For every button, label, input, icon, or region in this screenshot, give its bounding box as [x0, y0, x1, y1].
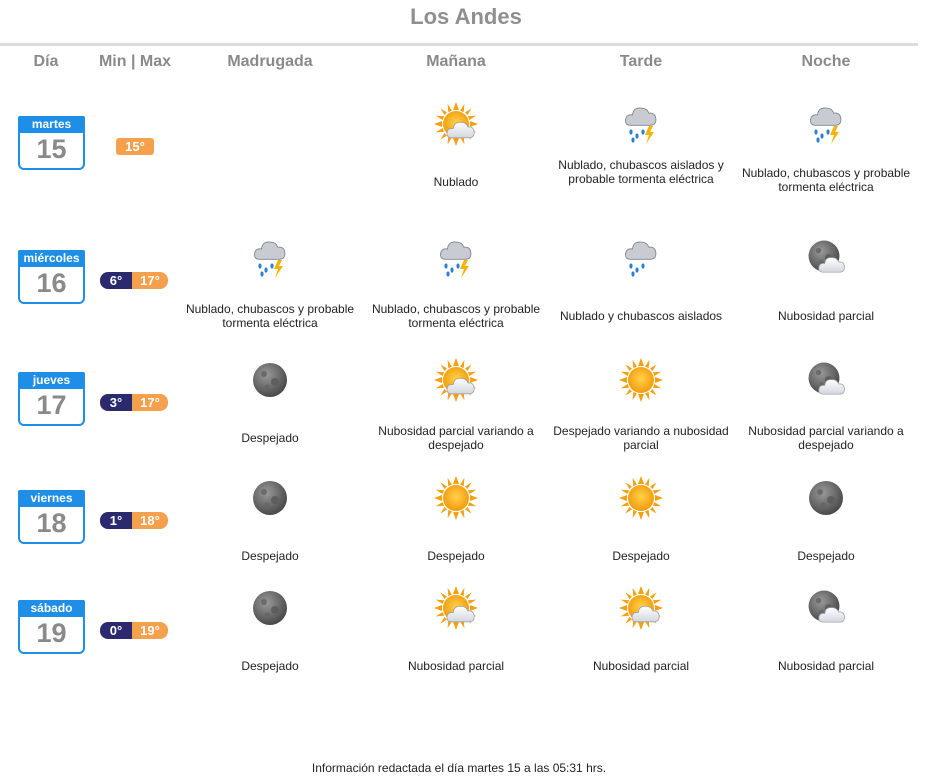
storm-cloud-icon — [619, 102, 663, 146]
storm-cloud-icon — [248, 236, 292, 280]
moon-icon — [248, 476, 292, 520]
sun-icon — [619, 476, 663, 520]
min-temp-badge: 3° — [100, 394, 132, 411]
weather-description: Despejado variando a nubosidad parcial — [553, 424, 729, 452]
page-title: Los Andes — [410, 4, 522, 29]
sun-cloud-icon — [619, 586, 663, 630]
max-temp-badge: 15° — [116, 138, 154, 155]
weather-description: Nubosidad parcial variando a despejado — [378, 424, 534, 452]
sun-cloud-icon — [434, 358, 478, 402]
storm-cloud-icon — [434, 236, 478, 280]
weather-description: Nublado, chubascos y probable tormenta eléctrica — [371, 302, 541, 330]
sun-cloud-icon — [434, 102, 478, 146]
weekday-label: sábado — [18, 600, 85, 617]
calendar-date — [18, 490, 85, 546]
moon-icon — [804, 476, 848, 520]
moon-cloud-icon — [804, 358, 848, 402]
header-tarde: Tarde — [619, 53, 663, 70]
weather-description: Nubosidad parcial — [592, 659, 690, 673]
day-number: 18 — [18, 505, 85, 544]
day-number: 16 — [18, 265, 85, 304]
moon-cloud-icon — [804, 586, 848, 630]
max-temp-badge: 17° — [132, 394, 168, 411]
weather-description: Despejado — [241, 431, 299, 445]
min-max-temps — [100, 622, 168, 639]
weather-description: Despejado — [612, 549, 670, 563]
calendar-date — [18, 600, 85, 656]
min-temp-badge: 6° — [100, 272, 132, 289]
max-temp-badge: 17° — [132, 272, 168, 289]
moon-icon — [248, 358, 292, 402]
min-max-temps — [116, 138, 154, 155]
day-number: 15 — [18, 131, 85, 170]
storm-cloud-icon — [804, 102, 848, 146]
title-divider — [0, 43, 918, 46]
day-number: 19 — [18, 615, 85, 654]
weekday-label: jueves — [18, 372, 85, 389]
weekday-label: viernes — [18, 490, 85, 507]
min-max-temps — [100, 512, 168, 529]
weather-description: Despejado — [797, 549, 855, 563]
header-madrugada: Madrugada — [227, 53, 313, 70]
header-manana: Mañana — [426, 53, 486, 70]
weather-description: Nublado y chubascos aislados — [559, 309, 723, 323]
header-minmax: Min | Max — [98, 53, 172, 70]
weather-description: Nublado — [433, 175, 479, 189]
weather-description: Nubosidad parcial — [777, 659, 875, 673]
min-temp-badge: 1° — [100, 512, 132, 529]
weather-description: Despejado — [427, 549, 485, 563]
rain-cloud-icon — [619, 236, 663, 280]
footer-note: Información redactada el día martes 15 a las 05:31 hrs. — [311, 761, 607, 775]
weather-description: Nublado, chubascos y probable tormenta eléctrica — [185, 302, 355, 330]
max-temp-badge: 18° — [132, 512, 168, 529]
day-number: 17 — [18, 387, 85, 426]
weather-description: Nubosidad parcial — [777, 309, 875, 323]
calendar-date — [18, 372, 85, 428]
weather-description: Despejado — [241, 549, 299, 563]
weekday-label: martes — [18, 116, 85, 133]
weather-description: Nubosidad parcial variando a despejado — [748, 424, 904, 452]
moon-cloud-icon — [804, 236, 848, 280]
calendar-date — [18, 250, 85, 306]
weather-description: Nublado, chubascos aislados y probable tormenta eléctrica — [558, 158, 724, 186]
weather-description: Despejado — [241, 659, 299, 673]
weather-description: Nublado, chubascos y probable tormenta eléctrica — [741, 166, 911, 194]
header-dia: Día — [33, 53, 59, 70]
moon-icon — [248, 586, 292, 630]
sun-cloud-icon — [434, 586, 478, 630]
sun-icon — [434, 476, 478, 520]
min-max-temps — [100, 394, 168, 411]
sun-icon — [619, 358, 663, 402]
header-noche: Noche — [801, 53, 851, 70]
max-temp-badge: 19° — [132, 622, 168, 639]
weather-description: Nubosidad parcial — [407, 659, 505, 673]
calendar-date — [18, 116, 85, 172]
min-max-temps — [100, 272, 168, 289]
weekday-label: miércoles — [18, 250, 85, 267]
min-temp-badge: 0° — [100, 622, 132, 639]
